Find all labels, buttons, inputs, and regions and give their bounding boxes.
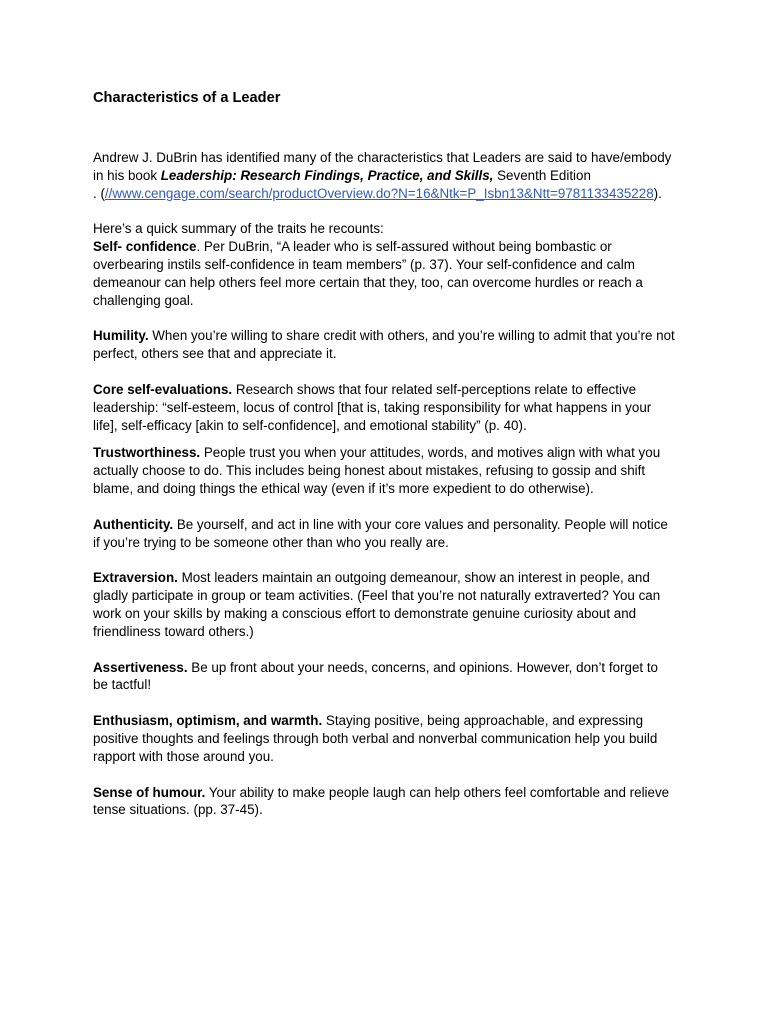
trait-text: Research shows that four related self-perceptions relate to effective leadership: “self-esteem, locus of control [that is, taking responsibility for what happens in your life], self-efficacy [akin to self-confidence], and emotional stability” (p. 40). [93,381,652,433]
trait-trustworthiness [93,444,675,497]
trait-text: Staying positive, being approachable, and expressing positive thoughts and feelings through both verbal and nonverbal communication help you build rapport with those around you. [93,713,658,764]
trait-text: Your ability to make people laugh can help others feel comfortable and relieve tense situations. (pp. 37-45). [93,784,670,818]
trait-name: Self- confidence [93,239,197,255]
trait-name: Humility. [93,328,149,344]
trait-enthusiasm [93,712,675,765]
trait-name: Extraversion. [93,570,178,586]
summary-intro: Here’s a quick summary of the traits he recounts: [93,221,384,237]
trait-text: Be yourself, and act in line with your core values and personality. People will notice if you’re trying to be someone other than who you really are. [93,516,668,550]
trait-name: Core self-evaluations. [93,381,233,397]
trait-name: Assertiveness. [93,659,188,675]
intro-text: Andrew J. DuBrin has identified many of the characteristics that Leaders are said to have/embody in his book [93,150,672,183]
trait-text: When you’re willing to share credit with others, and you’re willing to admit that you’re not perfect, others see that and appreciate it. [93,328,675,362]
link-suffix: ). [653,185,662,201]
document-title: Characteristics of a Leader [93,90,281,106]
trait-text: Most leaders maintain an outgoing demeanour, show an interest in people, and gladly participate in group or team activities. (Feel that you’re not naturally extraverted? You can work on your skills by making a conscious effort to demonstrate genuine curiosity about and friendliness toward others.) [93,570,661,639]
trait-name: Authenticity. [93,516,174,532]
trait-assertiveness [93,659,675,695]
trait-sense-of-humour [93,784,675,820]
trait-extraversion [93,569,675,640]
trait-name: Trustworthiness. [93,445,201,461]
trait-authenticity [93,516,675,552]
trait-name: Sense of humour. [93,784,206,800]
document-page [93,88,675,837]
link-prefix: . ( [93,185,105,201]
trait-text: Be up front about your needs, concerns, and opinions. However, don’t forget to be tactful! [93,659,659,693]
intro-paragraph [93,149,675,202]
book-title: Leadership: Research Findings, Practice, and Skills, [160,167,494,183]
edition-text: Seventh Edition [493,167,591,183]
trait-name: Enthusiasm, optimism, and warmth. [93,713,323,729]
trait-humility [93,327,675,363]
cengage-link[interactable]: //www.cengage.com/search/productOverview.do?N=16&Ntk=P_Isbn13&Ntt=9781133435228 [104,185,654,201]
trait-core-self-evaluations [93,381,675,434]
trait-text: . Per DuBrin, “A leader who is self-assured without being bombastic or overbearing instils self-confidence in team members” (p. 37). Your self-confidence and calm demeanour can help others feel more certain that they, too, can overcome hurdles or reach a challenging goal. [93,239,643,308]
trait-self-confidence [93,238,675,309]
trait-text: People trust you when your attitudes, words, and motives align with what you actually choose to do. This includes being honest about mistakes, refusing to gossip and shift blame, and doing things the ethical way (even if it’s more expedient to do otherwise). [93,445,661,496]
